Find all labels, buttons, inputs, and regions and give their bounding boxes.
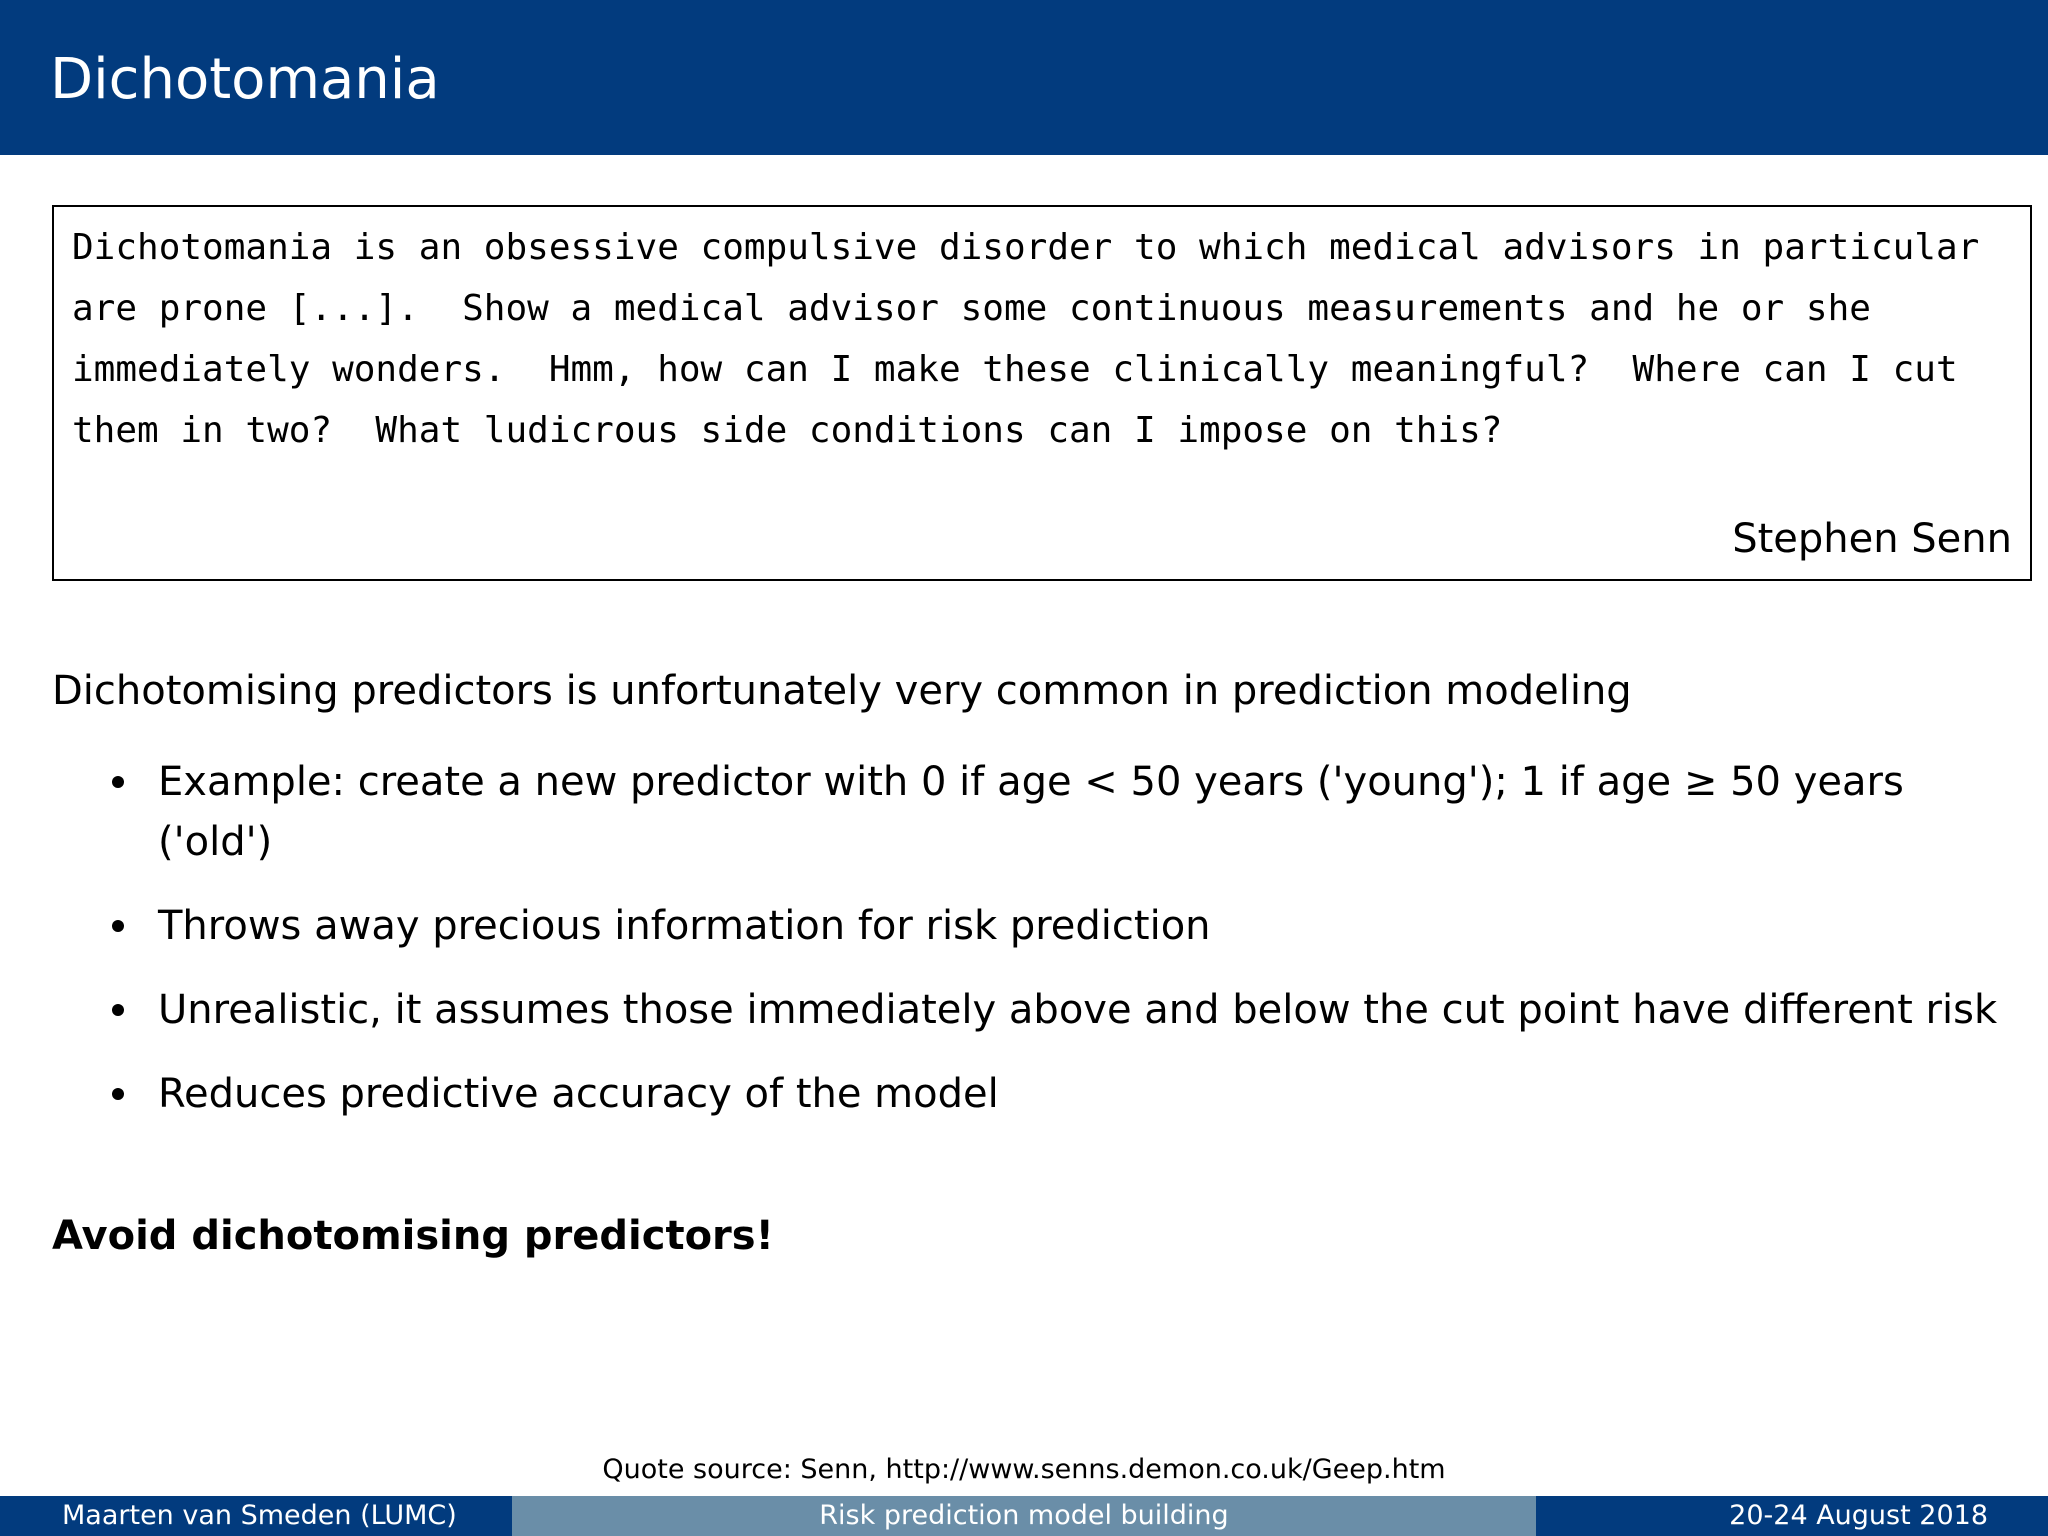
bullet-icon (112, 776, 124, 788)
footer (0, 1496, 2048, 1536)
bullet-icon (112, 920, 124, 932)
title-bar (0, 0, 2048, 155)
footer-talk-title: Risk prediction model building (819, 1500, 1229, 1531)
footer-date: 20-24 August 2018 (1729, 1500, 1988, 1531)
bullet-text: Reduces predictive accuracy of the model (158, 1071, 999, 1117)
footer-date-section (1536, 1496, 2048, 1536)
bullet-text: Unrealistic, it assumes those immediately above and below the cut point have different risk (158, 987, 1998, 1033)
quote-author: Stephen Senn (1732, 516, 2012, 562)
bullet-icon (112, 1004, 124, 1016)
bullet-icon (112, 1088, 124, 1100)
list-item (100, 752, 2000, 872)
bullet-list (100, 752, 2000, 1124)
quote-text: Dichotomania is an obsessive compulsive disorder to which medical advisors in particular are prone [...]. Show a medical advisor some continuous measurements and he or she immediately wonders. Hmm, how can I make these clinically meaningful? Where can I cut them in two? What ludicrous side conditions can I impose on this? (72, 227, 2001, 451)
list-item (100, 896, 2000, 956)
bullet-text: Example: create a new predictor with 0 if age < 50 years ('young'); 1 if age ≥ 50 years ('old') (158, 759, 1904, 865)
slide-title: Dichotomania (50, 47, 440, 112)
quote-box (52, 205, 2032, 581)
list-item (100, 980, 2000, 1040)
conclusion-text: Avoid dichotomising predictors! (52, 1213, 774, 1259)
footer-title-section (512, 1496, 1536, 1536)
quote-source-note: Quote source: Senn, http://www.senns.demon.co.uk/Geep.htm (602, 1454, 1446, 1485)
bullet-text: Throws away precious information for risk prediction (158, 903, 1211, 949)
footer-author-section (0, 1496, 512, 1536)
intro-text: Dichotomising predictors is unfortunately very common in prediction modeling (52, 668, 1632, 714)
footer-author: Maarten van Smeden (LUMC) (62, 1500, 457, 1531)
list-item (100, 1064, 2000, 1124)
